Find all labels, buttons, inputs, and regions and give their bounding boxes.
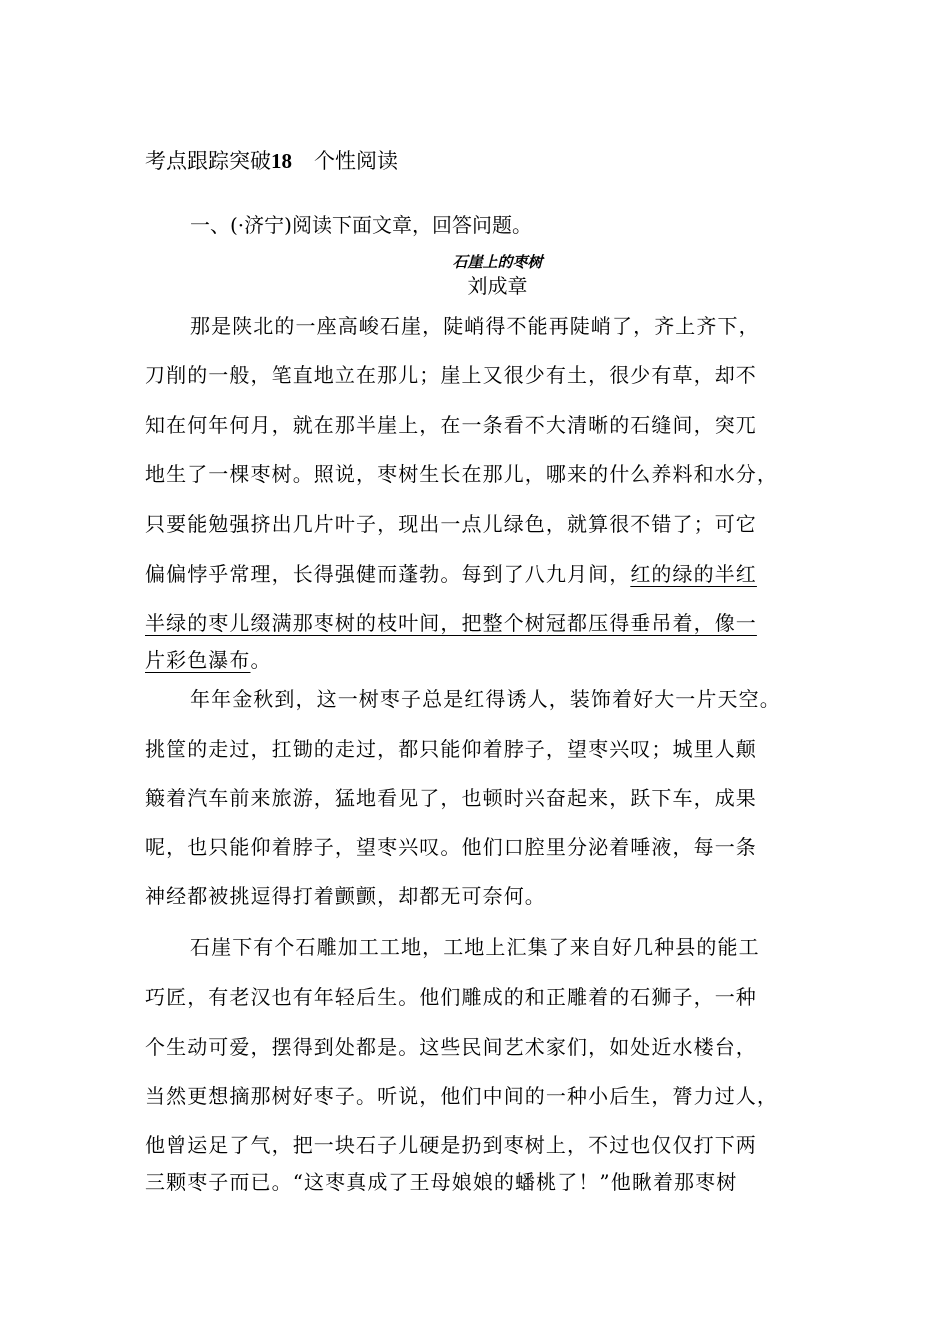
- text-line: [145, 559, 757, 589]
- underlined-text: 半绿的枣儿缀满那枣树的枝叶间，把整个树冠都压得垂吊着，像一: [145, 611, 757, 635]
- text-line: 知在何年何月，就在那半崖上，在一条看不大清晰的石缝间，突兀: [145, 413, 757, 437]
- article-title: 石崖上的枣树: [452, 253, 543, 271]
- text-line: 神经都被挑逗得打着颤颤，却都无可奈何。: [145, 884, 546, 908]
- heading-prefix: 考点跟踪突破: [145, 149, 271, 173]
- text-line: 呢，也只能仰着脖子，望枣兴叹。他们口腔里分泌着唾液，每一条: [145, 835, 757, 859]
- text-line: [145, 608, 757, 638]
- text-line: 石崖下有个石雕加工工地，工地上汇集了来自好几种县的能工: [190, 935, 760, 959]
- text-line: 簸着汽车前来旅游，猛地看见了，也顿时兴奋起来，跃下车，成果: [145, 786, 757, 810]
- text-line: 个生动可爱，摆得到处都是。这些民间艺术家们，如处近水楼台，: [145, 1035, 757, 1059]
- underlined-text: 红的绿的半红: [630, 562, 757, 586]
- underlined-text: 片彩色瀑布: [145, 648, 251, 672]
- text-span: 偏偏悖乎常理，长得强健而蓬勃。每到了八九月间，: [145, 562, 631, 586]
- text-line: 他曾运足了气，把一块石子儿硬是扔到枣树上，不过也仅仅打下两: [145, 1133, 757, 1157]
- text-span: 。: [250, 648, 272, 672]
- text-line: 三颗枣子而已。“这枣真成了王母娘娘的蟠桃了！”他瞅着那枣树: [145, 1170, 738, 1194]
- section-heading: [145, 146, 398, 176]
- text-line: 巧匠，有老汉也有年轻后生。他们雕成的和正雕着的石狮子，一种: [145, 985, 757, 1009]
- text-line: 年年金秋到，这一树枣子总是红得诱人，装饰着好大一片天空。: [190, 687, 781, 711]
- text-line: 那是陕北的一座高峻石崖，陡峭得不能再陡峭了，齐上齐下，: [190, 314, 760, 338]
- text-line: 刀削的一般，笔直地立在那儿；崖上又很少有土，很少有草，却不: [145, 363, 757, 387]
- text-line: 地生了一棵枣树。照说，枣树生长在那儿，哪来的什么养料和水分，: [145, 462, 778, 486]
- question-prompt: 一、(·济宁)阅读下面文章，回答问题。: [190, 213, 532, 237]
- text-line: [145, 645, 272, 675]
- heading-title: 个性阅读: [314, 149, 398, 173]
- text-line: 只要能勉强挤出几片叶子，现出一点儿绿色，就算很不错了；可它: [145, 512, 757, 536]
- article-author: 刘成章: [467, 274, 528, 298]
- text-line: 当然更想摘那树好枣子。听说，他们中间的一种小后生，膂力过人，: [145, 1084, 778, 1108]
- text-line: 挑筐的走过，扛锄的走过，都只能仰着脖子，望枣兴叹；城里人颠: [145, 737, 757, 761]
- heading-number: 18: [271, 149, 292, 173]
